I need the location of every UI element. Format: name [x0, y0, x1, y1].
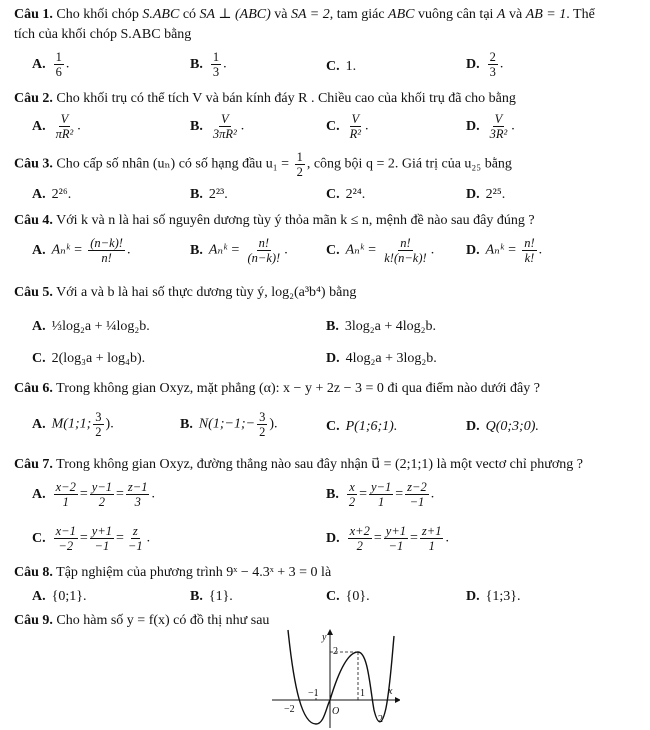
option-value: 2²⁵. [485, 187, 506, 202]
denominator: 3 [489, 65, 496, 79]
fraction [54, 112, 76, 141]
numerator: y+1 [385, 524, 406, 538]
suffix: . [240, 118, 245, 134]
denominator: πR² [55, 127, 74, 141]
condition-ab: AB = 1 [525, 7, 567, 22]
option-label: B. [190, 56, 203, 72]
denominator: 1 [377, 495, 385, 509]
q5-option-b[interactable] [326, 318, 436, 336]
q5-option-d[interactable] [326, 350, 437, 368]
denominator: 2 [259, 425, 266, 439]
question-text: và [270, 7, 291, 22]
q6-option-b[interactable] [180, 410, 277, 439]
option-value: Q(0;3;0). [485, 419, 539, 434]
fraction [522, 236, 536, 265]
fraction [93, 410, 103, 439]
q5-option-a[interactable] [32, 318, 150, 336]
question-8 [14, 564, 640, 582]
q4-option-a[interactable] [32, 236, 130, 265]
option-label: A. [32, 118, 46, 134]
question-6 [14, 380, 640, 398]
formula-lhs: Aₙᵏ = [345, 242, 381, 258]
option-value: ⅓log₂a + ¼log₂b. [51, 319, 150, 334]
question-label: Câu 9. [14, 613, 53, 628]
suffix: . [65, 56, 70, 72]
denominator: 1 [428, 539, 435, 553]
suffix: . [430, 242, 435, 258]
denominator: 3 [212, 65, 220, 79]
function-curve [288, 630, 394, 724]
q2-option-a[interactable] [32, 112, 81, 141]
question-text: và [505, 7, 526, 22]
numerator: n! [400, 236, 411, 250]
numerator: z−2 [407, 480, 427, 494]
question-label: Câu 4. [14, 213, 53, 228]
fraction [90, 480, 114, 509]
option-label: D. [466, 419, 480, 434]
q6-option-a[interactable] [32, 410, 114, 439]
q2-option-b[interactable] [190, 112, 244, 141]
option-label: A. [32, 416, 46, 432]
fraction [488, 50, 498, 79]
denominator: 3R² [489, 127, 508, 141]
point-suffix: ). [105, 416, 114, 432]
question-text: vuông cân tại [414, 7, 497, 22]
q4-option-b[interactable] [190, 236, 288, 265]
question-7 [14, 456, 640, 474]
suffix: . [126, 242, 131, 258]
denominator: n! [101, 251, 112, 265]
numerator: 1 [55, 50, 62, 64]
numerator: 1 [212, 50, 220, 64]
y-axis-label: y [322, 632, 327, 643]
question-text: Với a và b là hai số thực dương tùy ý, log₂(a³b⁴) bằng [52, 285, 357, 300]
question-text: , tam giác [329, 7, 389, 22]
question-text: Tập nghiệm của phương trình 9ˣ − 4.3ˣ + 3 = 0 là [52, 565, 332, 580]
suffix: . [511, 118, 515, 134]
tick-label: 2 [378, 714, 383, 725]
denominator: −2 [58, 539, 74, 553]
numerator: x+2 [349, 524, 370, 538]
condition-perpendicular: SA ⊥ (ABC) [199, 7, 271, 22]
fraction [245, 236, 282, 265]
denominator: 2 [348, 495, 356, 509]
q8-option-a[interactable] [32, 588, 86, 606]
question-text: , công bội q = 2. Giá trị của u₂₅ bằng [306, 156, 512, 172]
triangle-name: ABC [388, 7, 415, 22]
denominator: k!(n−k)! [384, 251, 427, 265]
fraction [126, 480, 150, 509]
question-text: Cho hàm số y = f(x) có đồ thị như sau [52, 613, 270, 628]
numerator: z−1 [127, 480, 148, 494]
fraction [126, 524, 145, 553]
fraction [54, 50, 64, 79]
formula-lhs: Aₙᵏ = [51, 242, 87, 258]
numerator: z [132, 524, 138, 538]
q4-option-d[interactable] [466, 236, 542, 265]
tick-label: 1 [360, 688, 365, 699]
q7-option-b[interactable]: B. $\frac{x}{2}$ = $\frac{y-1}{1}$ = $\frac{z-2}{-1}$ . [326, 480, 435, 509]
q6-option-d[interactable] [466, 418, 539, 436]
option-label: B. [180, 416, 193, 432]
q7-option-a[interactable]: A. $\frac{x-2}{1}$ = $\frac{y-1}{2}$ = $\frac{z-1}{3}$ . [32, 480, 155, 509]
suffix: . [284, 242, 288, 258]
denominator: −1 [94, 539, 110, 553]
option-label: C. [326, 187, 340, 202]
point-suffix: ). [269, 416, 278, 432]
fraction [257, 410, 267, 439]
question-label: Câu 8. [14, 565, 53, 580]
option-label: A. [32, 319, 46, 334]
q8-option-d[interactable] [466, 588, 520, 606]
fraction [90, 524, 114, 553]
q4-option-c[interactable] [326, 236, 434, 265]
question-1 [14, 6, 640, 24]
fraction [54, 480, 78, 509]
option-value: 3log₂a + 4log₂b. [344, 319, 436, 334]
q3-option-b[interactable] [190, 186, 228, 204]
option-label: D. [466, 56, 480, 72]
q3-option-a[interactable] [32, 186, 71, 204]
numerator: 3 [259, 410, 266, 424]
option-label: A. [32, 56, 46, 72]
option-label: C. [326, 589, 340, 604]
option-label: A. [32, 242, 46, 258]
denominator: k! [524, 251, 535, 265]
q8-option-b[interactable] [190, 588, 233, 606]
option-value: 2(log₃a + log₄b). [51, 351, 146, 366]
question-label: Câu 7. [14, 457, 53, 472]
suffix: . [499, 56, 504, 72]
numerator: V [220, 112, 229, 126]
question-text: Cho cấp số nhân (uₙ) có số hạng đầu u₁ = [52, 156, 293, 172]
option-label: B. [190, 242, 203, 258]
suffix: . [365, 118, 369, 134]
suffix: . [77, 118, 81, 134]
fraction [405, 480, 429, 509]
tick-label: 2 [333, 646, 338, 657]
numerator: x−1 [55, 524, 76, 538]
denominator: 2 [98, 495, 105, 509]
denominator: −1 [127, 539, 143, 553]
numerator: n! [524, 236, 535, 250]
tick-label: −2 [284, 704, 295, 715]
option-label: A. [32, 589, 46, 604]
question-text: Trong không gian Oxyz, đường thẳng nào sau đây nhận u⃗ = (2;1;1) là một vectơ chỉ phương ? [52, 457, 583, 472]
numerator: V [494, 112, 503, 126]
numerator: 3 [95, 410, 102, 424]
suffix: . [223, 56, 227, 72]
numerator: V [351, 112, 360, 126]
q1-option-a[interactable] [32, 50, 69, 79]
fraction [384, 524, 408, 553]
q2-option-d[interactable] [466, 112, 515, 141]
question-1-line-2: tích của khối chóp S.ABC bằng [14, 27, 192, 42]
numerator: y−1 [91, 480, 112, 494]
question-text: Cho khối chóp [52, 7, 143, 22]
option-value: {1;3}. [485, 589, 521, 604]
question-label: Câu 5. [14, 285, 53, 300]
denominator: 3 [134, 495, 141, 509]
numerator: y+1 [91, 524, 112, 538]
option-value: 2²³. [208, 187, 228, 202]
x-axis-label: x [388, 686, 393, 697]
fraction [382, 236, 428, 265]
q8-option-c[interactable] [326, 588, 370, 606]
q6-option-c[interactable] [326, 418, 397, 436]
option-label: B. [190, 187, 203, 202]
option-label: C. [32, 530, 46, 546]
option-value: 1. [345, 59, 357, 74]
q1-option-b[interactable] [190, 50, 227, 79]
numerator: y−1 [371, 480, 392, 494]
question-5 [14, 284, 640, 302]
fraction [211, 112, 239, 141]
numerator: n! [258, 236, 270, 250]
option-value: P(1;6;1). [345, 419, 398, 434]
option-label: C. [326, 419, 340, 434]
function-graph [270, 628, 400, 730]
option-label: D. [466, 242, 480, 258]
formula-lhs: Aₙᵏ = [208, 242, 244, 258]
q3-option-d[interactable] [466, 186, 505, 204]
denominator: −1 [409, 495, 425, 509]
option-label: B. [326, 486, 339, 502]
q7-option-d[interactable]: D. $\frac{x+2}{2}$ = $\frac{y+1}{-1}$ = $\frac{z+1}{1}$ . [326, 524, 449, 553]
fraction [211, 50, 221, 79]
option-label: D. [466, 187, 480, 202]
question-text: có [179, 7, 200, 22]
fraction [295, 150, 305, 179]
numerator: 2 [489, 50, 496, 64]
option-label: B. [190, 589, 203, 604]
suffix: . [538, 242, 543, 258]
numerator: z+1 [421, 524, 442, 538]
option-label: A. [32, 187, 46, 202]
question-label: Câu 1. [14, 7, 53, 22]
option-value: {0}. [345, 589, 370, 604]
origin-label: O [332, 706, 340, 717]
option-value: {1}. [208, 589, 233, 604]
question-text: Cho khối trụ có thể tích V và bán kính đáy R . Chiều cao của khối trụ đã cho bằng [52, 91, 516, 106]
denominator: (n−k)! [247, 251, 281, 265]
numerator: x−2 [55, 480, 76, 494]
question-text: Trong không gian Oxyz, mặt phẳng (α): x − y + 2z − 3 = 0 đi qua điểm nào dưới đây ? [52, 381, 540, 396]
denominator: 6 [55, 65, 62, 79]
q2-option-c[interactable] [326, 112, 369, 141]
option-label: C. [326, 118, 340, 134]
fraction [488, 112, 510, 141]
pyramid-name: S.ABC [142, 7, 180, 22]
option-label: A. [32, 486, 46, 502]
denominator: 2 [95, 425, 102, 439]
question-label: Câu 2. [14, 91, 53, 106]
option-label: C. [32, 351, 46, 366]
denominator: 2 [356, 539, 363, 553]
fraction [420, 524, 444, 553]
option-value: 4log₂a + 3log₂b. [345, 351, 437, 366]
fraction [54, 524, 78, 553]
denominator: 3πR² [212, 127, 237, 141]
q1-option-d[interactable] [466, 50, 503, 79]
tick-label: −1 [308, 688, 319, 699]
q1-option-c[interactable] [326, 58, 356, 76]
option-label: D. [466, 589, 480, 604]
fraction [347, 480, 357, 509]
q3-option-c[interactable] [326, 186, 365, 204]
q5-option-c[interactable] [32, 350, 145, 368]
question-text: . Thể [566, 7, 595, 22]
q7-option-c[interactable]: C. $\frac{x-1}{-2}$ = $\frac{y+1}{-1}$ = $\frac{z}{-1}$ . [32, 524, 151, 553]
question-2 [14, 90, 640, 108]
numerator: 1 [296, 150, 303, 164]
point-prefix: N(1;−1;− [198, 416, 256, 432]
question-3 [14, 150, 640, 179]
fraction [88, 236, 125, 265]
fraction [369, 480, 393, 509]
option-label: C. [326, 242, 340, 258]
denominator: 2 [296, 165, 303, 179]
denominator: −1 [388, 539, 404, 553]
question-label: Câu 6. [14, 381, 53, 396]
option-label: D. [326, 530, 340, 546]
point-prefix: M(1;1; [51, 416, 92, 432]
numerator: x [349, 480, 355, 494]
option-label: D. [326, 351, 340, 366]
option-label: B. [326, 319, 339, 334]
formula-lhs: Aₙᵏ = [485, 242, 521, 258]
numerator: (n−k)! [90, 236, 123, 250]
question-text: Với k và n là hai số nguyên dương tùy ý thỏa mãn k ≤ n, mệnh đề nào sau đây đúng ? [52, 213, 535, 228]
option-value: 2²⁴. [345, 187, 366, 202]
question-4 [14, 212, 640, 230]
option-label: C. [326, 59, 340, 74]
vertex-name: A [496, 7, 506, 22]
fraction [348, 524, 372, 553]
option-label: B. [190, 118, 203, 134]
denominator: R² [349, 127, 362, 141]
denominator: 1 [62, 495, 69, 509]
option-value: 2²⁶. [51, 187, 72, 202]
question-label: Câu 3. [14, 156, 53, 172]
option-label: D. [466, 118, 480, 134]
numerator: V [60, 112, 69, 126]
fraction [348, 112, 363, 141]
condition-sa: SA = 2 [290, 7, 330, 22]
option-value: {0;1}. [51, 589, 87, 604]
